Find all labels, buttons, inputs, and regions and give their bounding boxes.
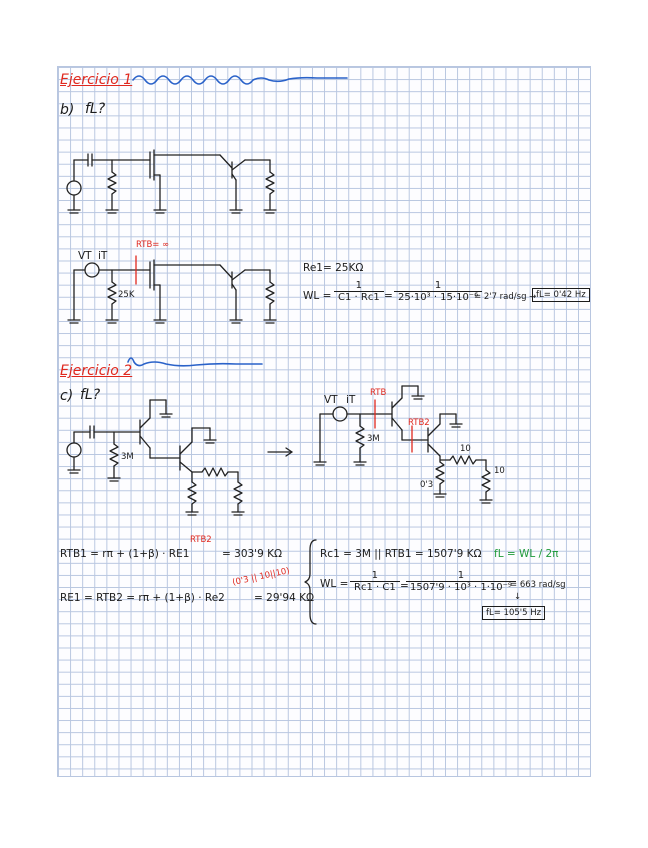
ex2-wl-lhs: WL =: [320, 578, 349, 590]
ex2-rtb1-equation: RTB1 = rπ + (1+β) · RE1: [60, 548, 190, 560]
ex2-wl-den1: Rc1 · C1: [350, 581, 400, 593]
exercise-2-question: fL?: [80, 387, 101, 403]
ex2-vt-label: VT: [324, 394, 338, 406]
ex2-it-label: iT: [346, 394, 356, 406]
ex2-rtb2-label: RTB2: [408, 418, 430, 428]
ex2-3m-label-right: 3M: [367, 434, 380, 444]
ex1-re1-equation: Re1= 25KΩ: [303, 262, 364, 274]
ex1-wl-lhs: WL =: [303, 290, 332, 302]
ex2-fl-result-box: fL= 105'5 Hz: [482, 606, 545, 620]
ex1-rtb-label: RTB= ∞: [136, 240, 170, 250]
ex2-re1-equation: RE1 = RTB2 = rπ + (1+β) · Re2: [60, 592, 225, 604]
ex1-wl-num2: 1: [434, 280, 442, 291]
ex2-rc1-equation: Rc1 = 3M || RTB1 = 1507'9 KΩ: [320, 548, 482, 560]
ex2-re1-superscript: (0'3 || 10||10): [231, 566, 291, 588]
ex2-3m-label-left: 3M: [121, 452, 134, 462]
ex1-r25k-label: 25K: [118, 290, 135, 300]
ex2-fl-formula: fL = WL / 2π: [494, 548, 559, 560]
ex1-wl-result: = 2'7 rad/sg →: [474, 292, 537, 302]
ex1-wl-den1: C1 · Rc1: [334, 291, 384, 303]
ex1-wl-den2: 25·10³ · 15·10⁻⁶: [394, 291, 482, 303]
exercise-1-question: fL?: [85, 101, 106, 117]
exercise-2-title: Ejercicio 2: [60, 363, 133, 379]
ex2-10-label-a: 10: [460, 444, 471, 454]
ex1-vt-label: VT: [78, 250, 92, 262]
exercise-1-part: b): [60, 102, 75, 118]
ex2-wl-fraction-1: [350, 570, 400, 593]
ex1-wl-num1: 1: [355, 280, 363, 291]
ex2-rtb1-superscript: RTB2: [190, 535, 212, 545]
ex2-rtb1-result: = 303'9 KΩ: [222, 548, 282, 560]
ex2-wl-den2: 1507'9 · 10³ · 1·10⁻⁹: [406, 581, 516, 593]
exercise-2-part: c): [60, 388, 74, 404]
ex2-rtb-label: RTB: [370, 388, 387, 398]
ex2-10-label-b: 10: [494, 466, 505, 476]
ex2-03-label: 0'3: [420, 480, 434, 490]
ex1-it-label: iT: [98, 250, 108, 262]
ex2-re1-result: = 29'94 KΩ: [254, 592, 314, 604]
ex1-equals: =: [384, 290, 393, 302]
ex2-wl-num1: 1: [371, 570, 379, 581]
ex2-wl-num2: 1: [457, 570, 465, 581]
ex1-fl-result-box: fL= 0'42 Hz: [532, 288, 590, 302]
ex2-down-arrow: ↓: [514, 592, 522, 602]
ex2-wl-fraction-2: [406, 570, 516, 593]
ex2-wl-result: = 663 rad/sg: [510, 580, 566, 590]
exercise-1-title: Ejercicio 1: [60, 72, 133, 88]
ex2-equals: =: [400, 580, 409, 592]
